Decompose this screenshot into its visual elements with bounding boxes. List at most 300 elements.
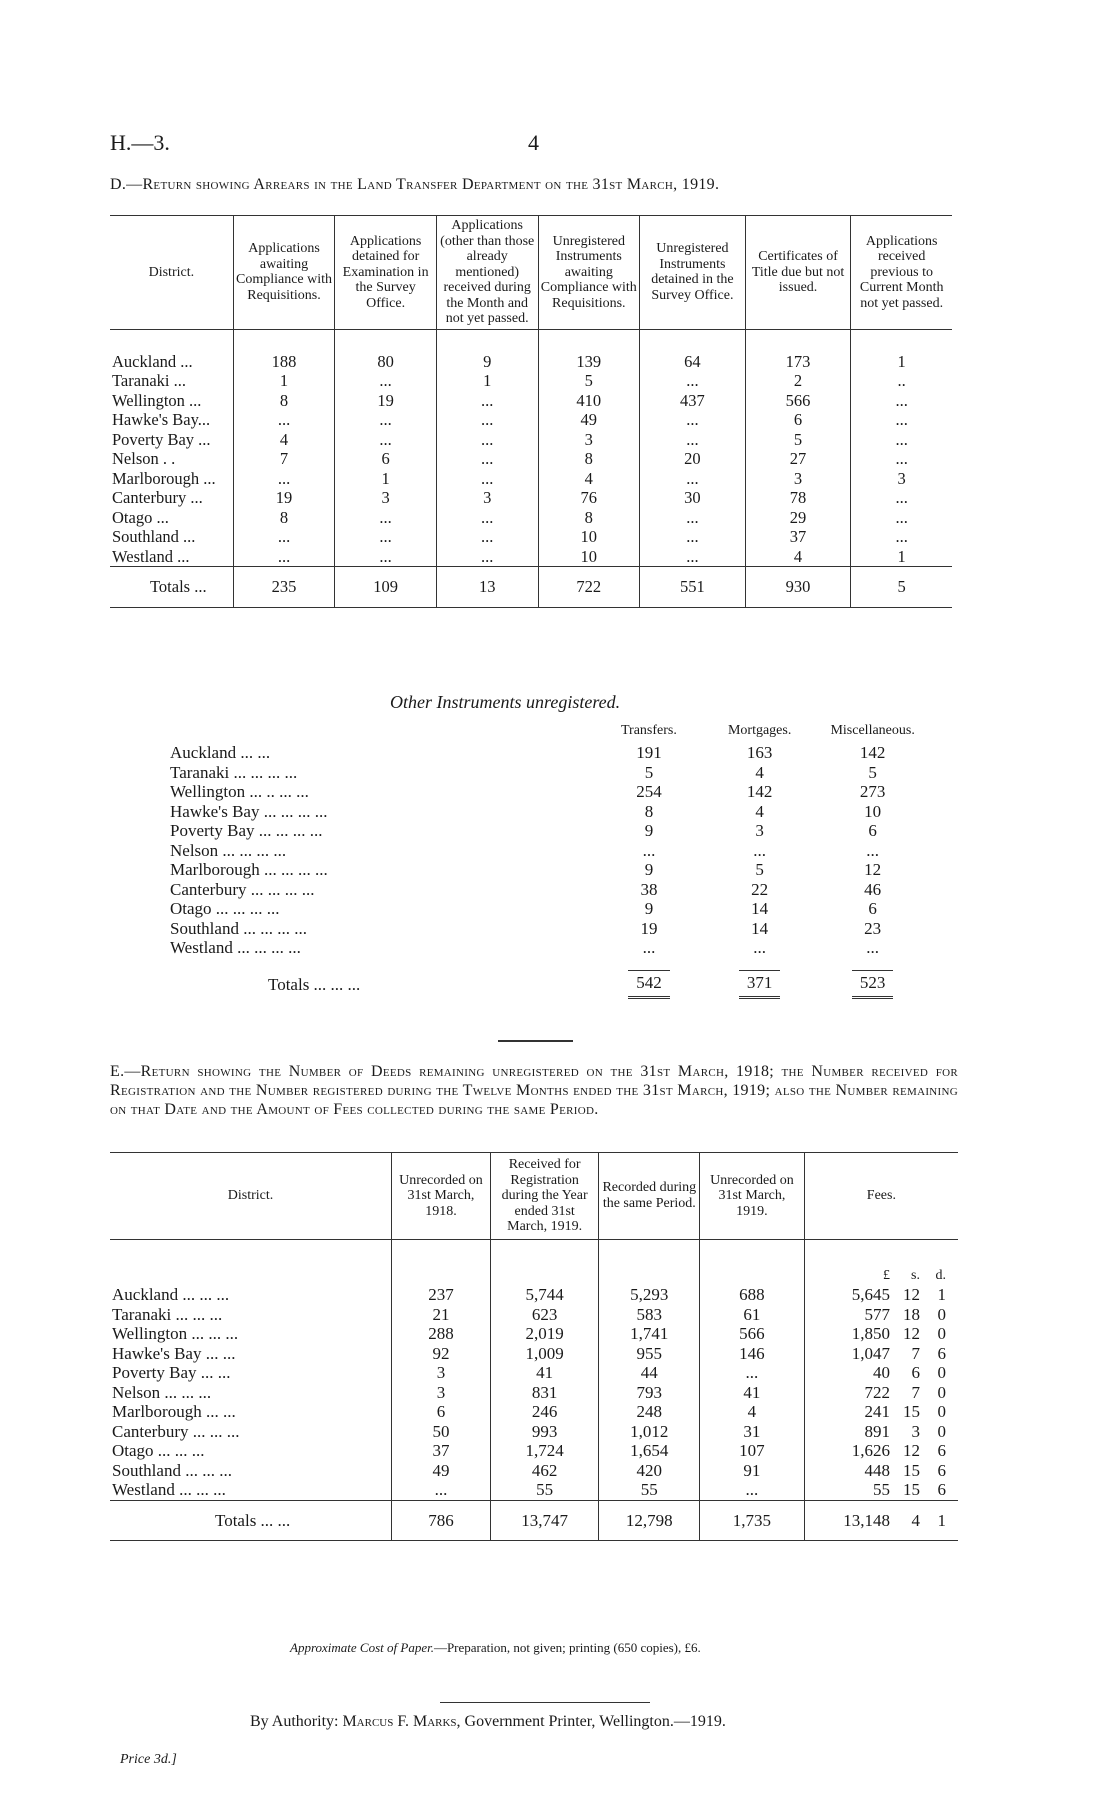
- other-instruments-table: [170, 722, 930, 999]
- table-cell: 9: [644, 899, 654, 918]
- table-cell: ...: [233, 410, 335, 430]
- table-cell: 437: [640, 391, 746, 411]
- fee-units: [804, 1239, 958, 1285]
- col-header: Received for Registration during the Year ended 31st March, 1919.: [490, 1153, 599, 1240]
- col-header: Transfers.: [621, 723, 677, 738]
- fee-cell: [804, 1422, 958, 1442]
- table-row: [110, 449, 952, 469]
- table-row: [110, 508, 952, 528]
- table-cell: ...: [233, 469, 335, 489]
- fee-cell: [804, 1441, 958, 1461]
- table-cell: ..: [851, 371, 952, 391]
- table-row: [170, 763, 930, 783]
- table-cell: 8: [538, 449, 640, 469]
- table-cell: 8: [233, 391, 335, 411]
- table-cell: 14: [751, 899, 769, 918]
- table-cell: 3: [538, 430, 640, 450]
- table-cell: ...: [436, 469, 538, 489]
- table-cell: 30: [640, 488, 746, 508]
- authority-suffix: , Government Printer, Wellington.—1919.: [456, 1713, 726, 1730]
- col-header: Recorded during the same Period.: [599, 1153, 700, 1240]
- fee-pence: 1: [937, 1285, 946, 1304]
- table-cell: 29: [745, 508, 851, 528]
- district-name: Hawke's Bay ... ... ... ...: [170, 801, 328, 821]
- district-name: Wellington ... ... ...: [112, 1324, 239, 1343]
- fee-shillings: 15: [903, 1480, 920, 1499]
- district-name: Southland ... ... ...: [112, 1460, 232, 1480]
- table-cell: 50: [392, 1422, 491, 1442]
- table-cell: 19: [233, 488, 335, 508]
- table-cell: ...: [640, 469, 746, 489]
- fee-shillings: 12: [903, 1285, 920, 1304]
- table-row: [170, 841, 930, 861]
- table-cell: 6: [868, 821, 877, 840]
- table-row: [170, 821, 930, 841]
- totals-label: Totals ...: [150, 577, 207, 596]
- printer-name: Marcus F. Marks: [342, 1713, 457, 1730]
- table-cell: 37: [745, 527, 851, 547]
- fee-shillings: 15: [903, 1402, 920, 1421]
- printer-authority: [250, 1713, 726, 1731]
- table-cell: 5,293: [599, 1285, 700, 1305]
- totals-row: [110, 567, 952, 608]
- table-row: [110, 391, 952, 411]
- table-row: [110, 1285, 958, 1305]
- fee-pounds: 13,148: [843, 1510, 890, 1530]
- table-row: [110, 547, 952, 567]
- table-cell: 1: [335, 469, 437, 489]
- table-cell: 3: [436, 488, 538, 508]
- table-cell: 80: [335, 329, 437, 371]
- blank-cell: [599, 1239, 700, 1285]
- table-cell: ...: [851, 508, 952, 528]
- table-cell: 5: [644, 762, 654, 782]
- table-cell: 107: [700, 1441, 805, 1461]
- table-cell: ...: [335, 527, 437, 547]
- district-name: Taranaki ... ... ...: [112, 1304, 223, 1324]
- district-name: Poverty Bay ... ... ... ...: [170, 821, 323, 840]
- blank-cell: [700, 1239, 805, 1285]
- table-cell: 10: [538, 527, 640, 547]
- table-cell: ...: [436, 508, 538, 528]
- table-cell: ...: [335, 430, 437, 450]
- table-cell: 248: [599, 1402, 700, 1422]
- shillings-unit: s.: [911, 1267, 920, 1283]
- table-cell: 4: [755, 762, 764, 782]
- table-cell: ...: [335, 410, 437, 430]
- table-cell: ...: [753, 938, 767, 957]
- fee-pounds: 1,047: [851, 1343, 890, 1363]
- fee-shillings: 15: [903, 1460, 920, 1480]
- district-name: Nelson . .: [112, 449, 176, 468]
- table-cell: 955: [599, 1344, 700, 1364]
- total-value: 523: [852, 970, 894, 1000]
- district-name: Canterbury ... ... ... ...: [170, 879, 315, 899]
- fee-shillings: 3: [911, 1421, 920, 1441]
- table-cell: ...: [335, 371, 437, 391]
- table-cell: ...: [753, 840, 767, 860]
- table-cell: 6: [745, 410, 851, 430]
- fee-shillings: 7: [911, 1343, 920, 1363]
- table-cell: 10: [538, 547, 640, 567]
- district-name: Canterbury ...: [112, 488, 203, 507]
- table-cell: ...: [700, 1363, 805, 1383]
- district-name: Marlborough ...: [112, 468, 216, 488]
- deeds-table: [110, 1152, 958, 1541]
- col-header-blank: [170, 722, 594, 743]
- table-cell: 930: [745, 567, 851, 608]
- table-cell: ...: [640, 508, 746, 528]
- cost-text: —Preparation, not given; printing (650 copies), £6.: [433, 1640, 701, 1655]
- table-cell: 566: [745, 391, 851, 411]
- table-cell: 9: [644, 821, 654, 840]
- table-cell: 4: [700, 1402, 805, 1422]
- table-row: [170, 919, 930, 939]
- cost-label: Approximate Cost of Paper.: [290, 1640, 434, 1655]
- page-number: 4: [528, 130, 539, 155]
- col-header: District.: [148, 264, 195, 280]
- table-cell: 688: [700, 1285, 805, 1305]
- table-cell: 44: [599, 1363, 700, 1383]
- total-value: 371: [739, 970, 781, 1000]
- district-name: Auckland ...: [112, 351, 193, 371]
- table-cell: 12: [864, 860, 882, 879]
- table-cell: 5: [745, 430, 851, 450]
- table-cell: ...: [233, 547, 335, 567]
- table-cell: ...: [640, 430, 746, 450]
- fee-pounds: 891: [864, 1421, 890, 1441]
- table-cell: 37: [392, 1441, 491, 1461]
- table-cell: 993: [490, 1422, 599, 1442]
- col-header: Unrecorded on 31st March, 1919.: [700, 1153, 805, 1240]
- table-cell: 273: [859, 782, 886, 801]
- table-cell: 61: [700, 1305, 805, 1325]
- district-name: Hawke's Bay...: [112, 410, 211, 429]
- fee-shillings: 12: [903, 1441, 920, 1460]
- fee-pounds: 55: [873, 1480, 890, 1499]
- section-e-title: E.—Return showing the Number of Deeds remaining unregistered on the 31st March, 1918; the Number received for Registration and the Number registered during the Twelve Months ended the 31st March, 1919; also the Number remaining on that Date and the Amount of Fees collected during the same Period.: [110, 1063, 958, 1118]
- table-row: [110, 1383, 958, 1403]
- other-header-row: [170, 722, 930, 743]
- table-row: [170, 880, 930, 900]
- arrears-header-row: [110, 216, 952, 330]
- fee-pence: 1: [937, 1510, 946, 1530]
- table-row: [110, 410, 952, 430]
- table-cell: 551: [640, 567, 746, 608]
- district-name: Westland ... ... ... ...: [170, 938, 301, 957]
- col-header: Unregistered Instruments detained in the Survey Office.: [640, 216, 746, 330]
- table-cell: 22: [751, 879, 769, 899]
- table-cell: 831: [490, 1383, 599, 1403]
- table-cell: ...: [851, 410, 952, 430]
- table-cell: 246: [490, 1402, 599, 1422]
- total-cell: [594, 958, 704, 1000]
- table-cell: 235: [233, 567, 335, 608]
- fee-pounds: 5,645: [851, 1285, 890, 1304]
- fee-pounds: 40: [873, 1363, 890, 1382]
- district-name: Hawke's Bay ... ...: [112, 1343, 236, 1363]
- fee-cell: [804, 1461, 958, 1481]
- table-cell: ...: [851, 449, 952, 469]
- total-value: 542: [628, 970, 670, 1000]
- table-cell: ...: [851, 430, 952, 450]
- district-name: Canterbury ... ... ...: [112, 1421, 240, 1441]
- table-row: [110, 488, 952, 508]
- section-d-title: D.—Return showing Arrears in the Land Transfer Department on the 31st March, 1919.: [110, 176, 720, 193]
- district-name: Auckland ... ... ...: [112, 1285, 230, 1304]
- table-cell: 1: [851, 547, 952, 567]
- table-cell: 109: [335, 567, 437, 608]
- district-name: Wellington ...: [112, 390, 202, 410]
- table-cell: 3: [392, 1383, 491, 1403]
- table-row: [110, 371, 952, 391]
- table-cell: 566: [700, 1324, 805, 1344]
- table-row: [110, 329, 952, 371]
- table-cell: ...: [642, 938, 656, 957]
- table-cell: 2: [745, 371, 851, 391]
- district-name: Taranaki ...: [112, 371, 186, 390]
- fee-pounds: 1,850: [851, 1324, 890, 1343]
- table-row: [170, 860, 930, 880]
- col-header: Mortgages.: [727, 723, 792, 738]
- totals-label: Totals ... ...: [215, 1510, 291, 1530]
- footer-divider: [440, 1702, 650, 1703]
- district-name: Nelson ... ... ... ...: [170, 840, 287, 860]
- total-cell: [815, 958, 930, 1000]
- table-cell: ...: [851, 488, 952, 508]
- table-cell: ...: [233, 527, 335, 547]
- fee-pounds: 577: [864, 1304, 890, 1324]
- table-cell: ...: [640, 371, 746, 391]
- table-cell: 13,747: [490, 1500, 599, 1541]
- totals-row: [110, 1500, 958, 1541]
- table-cell: 163: [746, 743, 773, 762]
- table-cell: 462: [490, 1461, 599, 1481]
- table-cell: 27: [745, 449, 851, 469]
- district-name: Otago ...: [112, 507, 169, 527]
- table-cell: 8: [233, 508, 335, 528]
- table-row: [110, 1363, 958, 1383]
- col-header: District.: [227, 1188, 274, 1203]
- fee-cell: [804, 1344, 958, 1364]
- table-cell: ...: [851, 391, 952, 411]
- table-cell: 410: [538, 391, 640, 411]
- table-cell: 10: [864, 801, 882, 821]
- fee-pence: 6: [937, 1480, 946, 1499]
- col-header: Miscellaneous.: [830, 723, 915, 738]
- table-cell: 5: [868, 762, 877, 782]
- district-name: Taranaki ... ... ... ...: [170, 762, 298, 782]
- fee-shillings: 4: [911, 1510, 920, 1530]
- fee-shillings: 12: [903, 1324, 920, 1343]
- table-cell: ...: [642, 840, 656, 860]
- table-cell: 4: [538, 469, 640, 489]
- fee-pence: 0: [937, 1382, 946, 1402]
- table-row: [170, 899, 930, 919]
- table-cell: 5: [851, 567, 952, 608]
- section-divider: [498, 1040, 573, 1042]
- table-cell: 8: [644, 801, 654, 821]
- district-name: Auckland ... ...: [170, 743, 271, 762]
- col-header: Unregistered Instruments awaiting Compliance with Requisitions.: [538, 216, 640, 330]
- table-cell: 55: [599, 1480, 700, 1500]
- totals-label: Totals ... ... ...: [268, 974, 361, 994]
- table-cell: 1: [436, 371, 538, 391]
- table-cell: 4: [233, 430, 335, 450]
- col-header: Applications detained for Examination in the Survey Office.: [335, 216, 437, 330]
- blank-cell: [392, 1239, 491, 1285]
- fee-pence: 0: [937, 1421, 946, 1441]
- district-name: Poverty Bay ... ...: [112, 1363, 231, 1382]
- table-cell: 91: [700, 1461, 805, 1481]
- table-cell: 173: [745, 329, 851, 371]
- table-cell: 142: [746, 782, 773, 801]
- table-row: [110, 1461, 958, 1481]
- table-cell: 14: [751, 918, 769, 938]
- fee-pence: 0: [937, 1402, 946, 1421]
- fee-pence: 0: [937, 1363, 946, 1382]
- table-row: [170, 938, 930, 958]
- table-cell: ...: [640, 547, 746, 567]
- totals-row: [170, 958, 930, 1000]
- table-cell: 139: [538, 329, 640, 371]
- authority-prefix: By Authority:: [250, 1713, 339, 1730]
- table-cell: ...: [436, 449, 538, 469]
- district-name: Otago ... ... ... ...: [170, 899, 280, 918]
- table-cell: 41: [700, 1383, 805, 1403]
- table-row: [110, 430, 952, 450]
- fee-cell: [804, 1363, 958, 1383]
- table-cell: 6: [335, 449, 437, 469]
- fee-units-row: [110, 1239, 958, 1285]
- table-cell: 78: [745, 488, 851, 508]
- table-cell: 5: [538, 371, 640, 391]
- table-cell: 793: [599, 1383, 700, 1403]
- table-cell: ...: [436, 527, 538, 547]
- table-cell: ...: [436, 430, 538, 450]
- cost-note: [290, 1640, 701, 1656]
- fee-shillings: 7: [911, 1382, 920, 1402]
- table-row: [110, 1480, 958, 1500]
- table-cell: 12,798: [599, 1500, 700, 1541]
- fee-cell: [804, 1324, 958, 1344]
- document-reference: H.—3.: [110, 130, 170, 155]
- fee-shillings: 18: [903, 1304, 920, 1324]
- table-cell: ...: [851, 527, 952, 547]
- other-instruments-title: Other Instruments unregistered.: [390, 692, 621, 712]
- district-name: Westland ... ... ...: [112, 1480, 226, 1499]
- table-cell: 254: [636, 782, 662, 801]
- table-cell: 92: [392, 1344, 491, 1364]
- table-row: [170, 743, 930, 763]
- table-cell: 76: [538, 488, 640, 508]
- table-cell: ...: [335, 547, 437, 567]
- table-cell: 1: [851, 329, 952, 371]
- table-row: [170, 802, 930, 822]
- district-name: Otago ... ... ...: [112, 1441, 205, 1460]
- deeds-header-row: [110, 1153, 958, 1240]
- table-cell: ...: [335, 508, 437, 528]
- table-cell: ...: [436, 391, 538, 411]
- blank-cell: [490, 1239, 599, 1285]
- table-cell: 1,735: [700, 1500, 805, 1541]
- table-cell: 1,009: [490, 1344, 599, 1364]
- table-cell: 1,741: [599, 1324, 700, 1344]
- fee-pounds: 448: [864, 1460, 890, 1480]
- col-header: Unrecorded on 31st March, 1918.: [392, 1153, 491, 1240]
- district-name: Marlborough ... ...: [112, 1402, 236, 1421]
- table-row: [110, 527, 952, 547]
- table-cell: 623: [490, 1305, 599, 1325]
- table-cell: 9: [644, 860, 654, 879]
- table-cell: 9: [436, 329, 538, 371]
- table-cell: 420: [599, 1461, 700, 1481]
- table-cell: 146: [700, 1344, 805, 1364]
- table-cell: 8: [538, 508, 640, 528]
- table-cell: 1: [233, 371, 335, 391]
- col-header: Applications received previous to Current Month not yet passed.: [851, 216, 952, 330]
- table-row: [110, 1305, 958, 1325]
- table-row: [110, 1344, 958, 1364]
- table-cell: 1,654: [599, 1441, 700, 1461]
- total-cell: [704, 958, 815, 1000]
- table-cell: 1,012: [599, 1422, 700, 1442]
- col-header: Applications (other than those already mentioned) received during the Month and not yet passed.: [436, 216, 538, 330]
- fee-cell: [804, 1285, 958, 1305]
- price-note: Price 3d.]: [120, 1752, 177, 1767]
- col-header: Certificates of Title due but not issued.: [745, 216, 851, 330]
- table-cell: 583: [599, 1305, 700, 1325]
- table-cell: 7: [233, 449, 335, 469]
- table-cell: 722: [538, 567, 640, 608]
- fee-pounds: 241: [864, 1402, 890, 1421]
- table-cell: 191: [636, 743, 662, 762]
- table-cell: ...: [866, 938, 880, 957]
- table-cell: 3: [392, 1363, 491, 1383]
- table-cell: ...: [640, 527, 746, 547]
- table-cell: 46: [864, 879, 882, 899]
- table-cell: ...: [392, 1480, 491, 1500]
- pounds-unit: £: [883, 1267, 890, 1283]
- table-cell: ...: [436, 547, 538, 567]
- table-row: [170, 782, 930, 802]
- table-cell: 55: [490, 1480, 599, 1500]
- table-row: [110, 1422, 958, 1442]
- table-cell: 64: [640, 329, 746, 371]
- col-header: Applications awaiting Compliance with Requisitions.: [233, 216, 335, 330]
- table-row: [110, 1402, 958, 1422]
- pence-unit: d.: [935, 1267, 946, 1283]
- table-cell: 3: [851, 469, 952, 489]
- table-cell: 142: [859, 743, 886, 762]
- district-name: Marlborough ... ... ... ...: [170, 860, 328, 879]
- fee-pounds: 1,626: [851, 1441, 890, 1460]
- fee-pence: 0: [937, 1304, 946, 1324]
- fee-pence: 0: [937, 1324, 946, 1343]
- table-cell: 786: [392, 1500, 491, 1541]
- district-name: Southland ... ... ... ...: [170, 918, 307, 938]
- table-cell: ...: [866, 840, 880, 860]
- table-cell: 21: [392, 1305, 491, 1325]
- fee-cell: [804, 1500, 958, 1541]
- district-name: Wellington ... .. ... ...: [170, 782, 309, 801]
- table-row: [110, 1324, 958, 1344]
- fee-cell: [804, 1305, 958, 1325]
- table-cell: 3: [745, 469, 851, 489]
- table-cell: 23: [864, 918, 882, 938]
- fee-shillings: 6: [911, 1363, 920, 1382]
- table-cell: 20: [640, 449, 746, 469]
